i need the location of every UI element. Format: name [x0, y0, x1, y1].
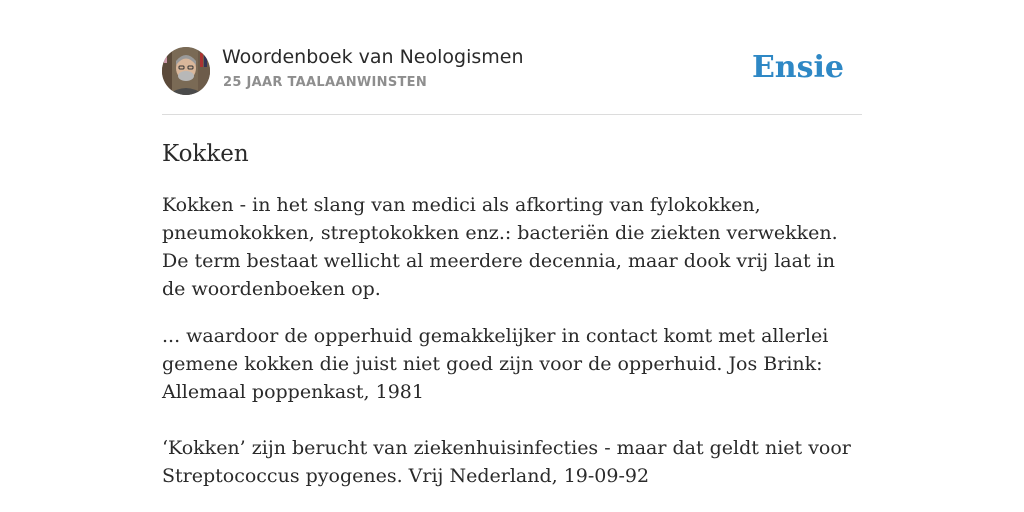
entry-title: Kokken: [162, 141, 249, 167]
entry-definition: Kokken - in het slang van medici als afkorting van fylokokken, pneumokokken, streptokokken enz.: bacteriën die ziekten verwekken. De term bestaat wellicht al meerdere decennia, maar dook vrij laat in de woordenboeken op.: [162, 194, 838, 300]
source-header: [162, 44, 862, 115]
brand-logo[interactable]: Ensie: [751, 50, 844, 85]
source-title[interactable]: Woordenboek van Neologismen: [222, 46, 524, 68]
entry-card: [162, 44, 862, 490]
author-portrait-icon[interactable]: [162, 47, 210, 95]
source-subtitle: 25 JAAR TAALAANWINSTEN: [223, 75, 428, 90]
entry-quote: ... waardoor de opperhuid gemakkelijker in contact komt met allerlei gemene kokken die juist niet goed zijn voor de opperhuid. Jos Brink: Allemaal poppenkast, 1981: [162, 325, 829, 403]
entry-quote: ‘Kokken’ zijn berucht van ziekenhuisinfecties - maar dat geldt niet voor Streptococcus pyogenes. Vrij Nederland, 19-09-92: [162, 437, 851, 487]
